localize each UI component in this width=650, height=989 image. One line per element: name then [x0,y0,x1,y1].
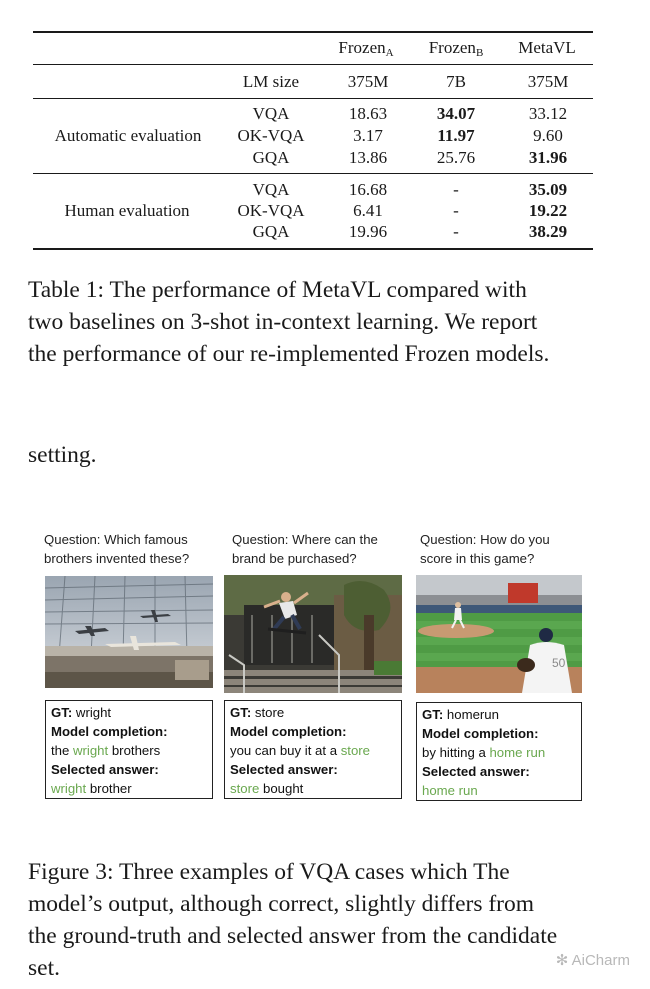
auto-vqa-frozen-b: 34.07 [436,104,476,123]
header-frozen-b-text: Frozen [428,38,476,57]
table-mid-rule [33,173,593,174]
figure-caption-line: model’s output, although correct, slightly differs from [28,891,535,917]
table-lm-rule [33,98,593,99]
answer-box-3 [416,702,582,801]
mc-highlight: store [340,743,371,758]
header-frozen-a-text: Frozen [338,38,386,57]
selected-answer [230,779,396,798]
mc-text: brothers [108,743,161,758]
setting-text: setting. [28,442,97,468]
human-vqa-frozen-a: 16.68 [348,180,388,199]
gt-line [422,705,576,724]
human-okvqa-frozen-b: - [453,201,459,220]
wechat-icon: ✻ [555,952,572,969]
svg-text:50: 50 [552,656,566,670]
auto-vqa-task: VQA [252,104,290,123]
baseball-image [416,575,582,693]
gt-value: homerun [446,707,499,722]
auto-gqa-frozen-a: 13.86 [348,148,388,167]
auto-okvqa-frozen-b: 11.97 [437,126,475,145]
gt-line [51,703,207,722]
question-line: Question: How do you [420,532,550,547]
lm-size-frozen-a: 375M [347,72,389,91]
sa-text: bought [259,781,304,796]
mc-text: the [51,743,73,758]
auto-okvqa-task: OK-VQA [237,126,305,145]
selected-answer-label: Selected answer: [51,762,159,777]
auto-vqa-metavl: 33.12 [528,104,568,123]
sa-highlight: wright [51,781,87,796]
gt-value: wright [75,705,112,720]
skateboarder-image [224,575,402,693]
selected-answer [51,779,207,798]
human-gqa-metavl: 38.29 [528,222,568,241]
gt-label: GT: [51,705,73,720]
sa-highlight: store [230,781,260,796]
header-frozen-b [429,38,484,63]
header-frozen-a [338,38,393,63]
mc-text: by hitting a [422,745,490,760]
auto-gqa-task: GQA [252,148,290,167]
mc-text: you can buy it at a [230,743,341,758]
header-frozen-a-sub: A [385,47,394,59]
mc-highlight: wright [73,743,109,758]
human-eval-label: Human evaluation [64,201,190,220]
sa-text: brother [86,781,132,796]
human-okvqa-task: OK-VQA [237,201,305,220]
question-line: score in this game? [420,551,535,566]
lm-size-label: LM size [242,72,300,91]
question-line: Question: Where can the [232,532,378,547]
table-caption-line: the performance of our re-implemented Frozen models. [28,341,550,367]
question-line: Question: Which famous [44,532,188,547]
model-completion-label: Model completion: [51,724,168,739]
watermark-text: AiCharm [571,952,630,969]
auto-eval-label: Automatic evaluation [54,126,202,145]
table-caption-line: Table 1: The performance of MetaVL compared with [28,277,527,303]
answer-box-2 [224,700,402,799]
table-top-rule [33,31,593,33]
human-vqa-frozen-b: - [453,180,459,199]
gt-label: GT: [422,707,444,722]
model-completion [230,741,396,760]
auto-gqa-frozen-b: 25.76 [436,148,476,167]
lm-size-frozen-b: 7B [446,72,466,91]
lm-size-metavl: 375M [527,72,569,91]
sa-highlight: home run [422,783,478,798]
selected-answer-label: Selected answer: [422,764,530,779]
hangar-image [45,576,213,688]
selected-answer [422,781,576,800]
table-bottom-rule [33,248,593,250]
question-2 [232,530,378,568]
human-vqa-metavl: 35.09 [528,180,568,199]
question-1 [44,530,189,568]
gt-line [230,703,396,722]
table-header-rule [33,64,593,65]
model-completion-label: Model completion: [422,726,539,741]
header-frozen-b-sub: B [475,47,484,59]
human-gqa-frozen-a: 19.96 [348,222,388,241]
model-completion [51,741,207,760]
question-line: brothers invented these? [44,551,190,566]
human-vqa-task: VQA [252,180,290,199]
header-metavl: MetaVL [518,38,576,57]
auto-gqa-metavl: 31.96 [528,148,568,167]
auto-okvqa-metavl: 9.60 [533,126,563,145]
model-completion [422,743,576,762]
human-gqa-task: GQA [252,222,290,241]
selected-answer-label: Selected answer: [230,762,338,777]
mc-highlight: home run [489,745,546,760]
table-caption-line: two baselines on 3-shot in-context learning. We report [28,309,538,335]
figure-caption-line: set. [28,955,60,981]
figure-caption-line: the ground-truth and selected answer from the candidate [28,923,558,949]
gt-label: GT: [230,705,252,720]
figure-caption [28,856,618,984]
human-gqa-frozen-b: - [453,222,459,241]
question-line: brand be purchased? [232,551,357,566]
question-3 [420,530,550,568]
answer-box-1 [45,700,213,799]
table-caption [28,274,618,370]
watermark [556,951,630,969]
model-completion-label: Model completion: [230,724,347,739]
figure-caption-line: Figure 3: Three examples of VQA cases which The [28,859,510,885]
gt-value: store [254,705,285,720]
auto-vqa-frozen-a: 18.63 [348,104,388,123]
human-okvqa-metavl: 19.22 [528,201,568,220]
auto-okvqa-frozen-a: 3.17 [353,126,383,145]
human-okvqa-frozen-a: 6.41 [353,201,383,220]
